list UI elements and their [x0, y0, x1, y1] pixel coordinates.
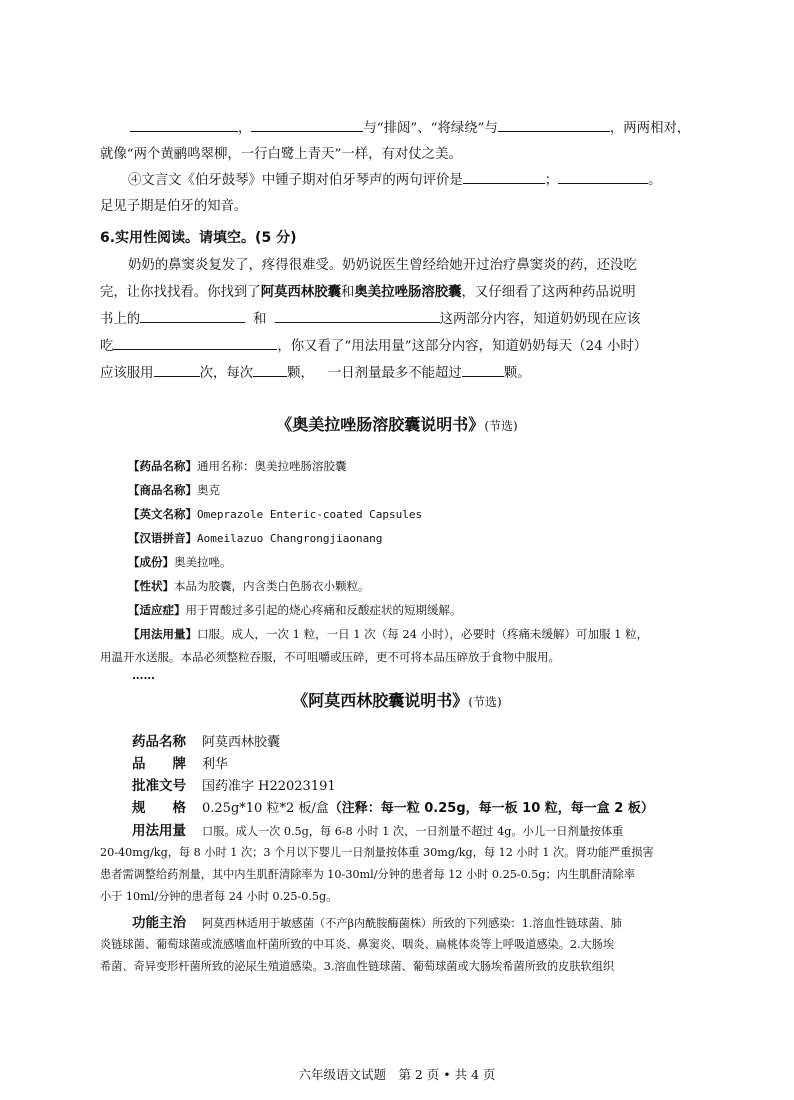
amoxicillin-name-row: 药品名称 阿莫西林胶囊 — [132, 734, 281, 750]
amoxicillin-approval-row: 批准文号 国药准字 H22023191 — [132, 778, 336, 794]
answer-blank[interactable] — [275, 308, 440, 323]
page-footer: 六年级语文试题 第 2 页 • 共 4 页 — [298, 1067, 496, 1082]
s6-p1: 奶奶的鼻窦炎复发了，疼得很难受。奶奶说医生曾经给她开过治疗鼻窦炎的药，还没吃 — [128, 258, 637, 273]
s6-p4: 吃 ，你又看了“用法用量”这部分内容，知道奶奶每天（24 小时） — [100, 334, 647, 360]
amoxicillin-function-row: 功能主治 阿莫西林适用于敏感菌（不产β内酰胺酶菌株）所致的下列感染：1.溶血性链球菌、肺 — [132, 915, 622, 931]
s6-p3: 书上的 和 这两部分内容，知道奶奶现在应该 — [100, 307, 640, 333]
answer-blank[interactable] — [140, 308, 245, 323]
answer-blank[interactable] — [251, 117, 363, 132]
answer-blank[interactable] — [130, 117, 238, 132]
answer-blank[interactable] — [558, 169, 648, 184]
s5-line3: ④文言文《伯牙鼓琴》中锺子期对伯牙琴声的两句评价是 ； 。 — [128, 168, 662, 194]
omeprazole-usage-cont: 用温开水送服。本品必须整粒吞服，不可咀嚼或压碎，更不可将本品压碎放于食物中服用。 — [100, 650, 560, 664]
omeprazole-row: 【成份】奥美拉唑。 — [128, 555, 232, 569]
answer-blank[interactable] — [498, 117, 610, 132]
answer-blank[interactable] — [462, 362, 504, 377]
omeprazole-row: 【性状】本品为胶囊，内含类白色肠衣小颗粒。 — [128, 579, 370, 593]
omeprazole-row: 【用法用量】口服。成人，一次 1 粒，一日 1 次（每 24 小时），必要时（疼痛未缓解）可加服 1 粒， — [128, 627, 649, 641]
omeprazole-row: 【商品名称】奥克 — [128, 483, 220, 497]
s6-p2: 完，让你找找看。你找到了阿莫西林胶囊和奥美拉唑肠溶胶囊，又仔细看了这两种药品说明 — [100, 285, 636, 300]
question-6-heading: 6.实用性阅读。请填空。(5 分) — [100, 230, 297, 246]
s5-line4: 足见子期是伯牙的知音。 — [100, 199, 248, 214]
omeprazole-row: 【适应症】用于胃酸过多引起的烧心疼痛和反酸症状的短期缓解。 — [128, 603, 462, 617]
omeprazole-row: 【英文名称】Omeprazole Enteric-coated Capsules — [128, 507, 423, 521]
omeprazole-title: 《奥美拉唑肠溶胶囊说明书》(节选) — [276, 415, 518, 434]
amoxicillin-title: 《阿莫西林胶囊说明书》(节选) — [292, 691, 502, 710]
amoxicillin-usage-row: 用法用量 口服。成人一次 0.5g，每 6-8 小时 1 次，一日剂量不超过 4g。小儿一日剂量按体重 — [132, 823, 624, 839]
ellipsis: …… — [132, 668, 155, 682]
amoxicillin-usage-line: 20-40mg/kg，每 8 小时 1 次；3 个月以下婴儿一日剂量按体重 30mg/kg，每 12 小时 1 次。肾功能严重损害 — [100, 846, 654, 859]
amoxicillin-brand-row: 品 牌 利华 — [132, 756, 229, 772]
answer-blank[interactable] — [154, 362, 200, 377]
answer-blank[interactable] — [463, 169, 545, 184]
s5-line2: 就像“两个黄鹂鸣翠柳，一行白鹭上青天”一样，有对仗之美。 — [100, 147, 462, 162]
answer-blank[interactable] — [113, 335, 277, 350]
amoxicillin-spec-row: 规 格 0.25g*10 粒*2 板/盒（注释：每一粒 0.25g，每一板 10 粒，每一盒 2 板） — [132, 800, 654, 816]
omeprazole-row: 【药品名称】通用名称：奥美拉唑肠溶胶囊 — [128, 459, 347, 473]
amoxicillin-usage-line: 小于 10ml/分钟的患者每 24 小时 0.25-0.5g。 — [100, 890, 338, 903]
answer-blank[interactable] — [253, 362, 287, 377]
amoxicillin-function-line: 希菌、奇异变形杆菌所致的泌尿生殖道感染。3.溶血性链球菌、葡萄球菌或大肠埃希菌所致的皮肤软组织 — [100, 960, 615, 973]
amoxicillin-usage-line: 患者需调整给药剂量，其中内生肌酐清除率为 10-30ml/分钟的患者每 12 小时 0.25-0.5g；内生肌酐清除率 — [100, 868, 636, 881]
amoxicillin-function-line: 炎链球菌、葡萄球菌或流感嗜血杆菌所致的中耳炎、鼻窦炎、咽炎、扁桃体炎等上呼吸道感染。2.大肠埃 — [100, 938, 615, 951]
s6-p5: 应该服用 次，每次 颗， 一日剂量最多不能超过 颗。 — [100, 361, 531, 387]
omeprazole-row: 【汉语拼音】Aomeilazuo Changrongjiaonang — [128, 531, 383, 545]
s5-line1: ， 与“排闼”、“将绿绕”与 ，两两相对， — [130, 116, 690, 142]
